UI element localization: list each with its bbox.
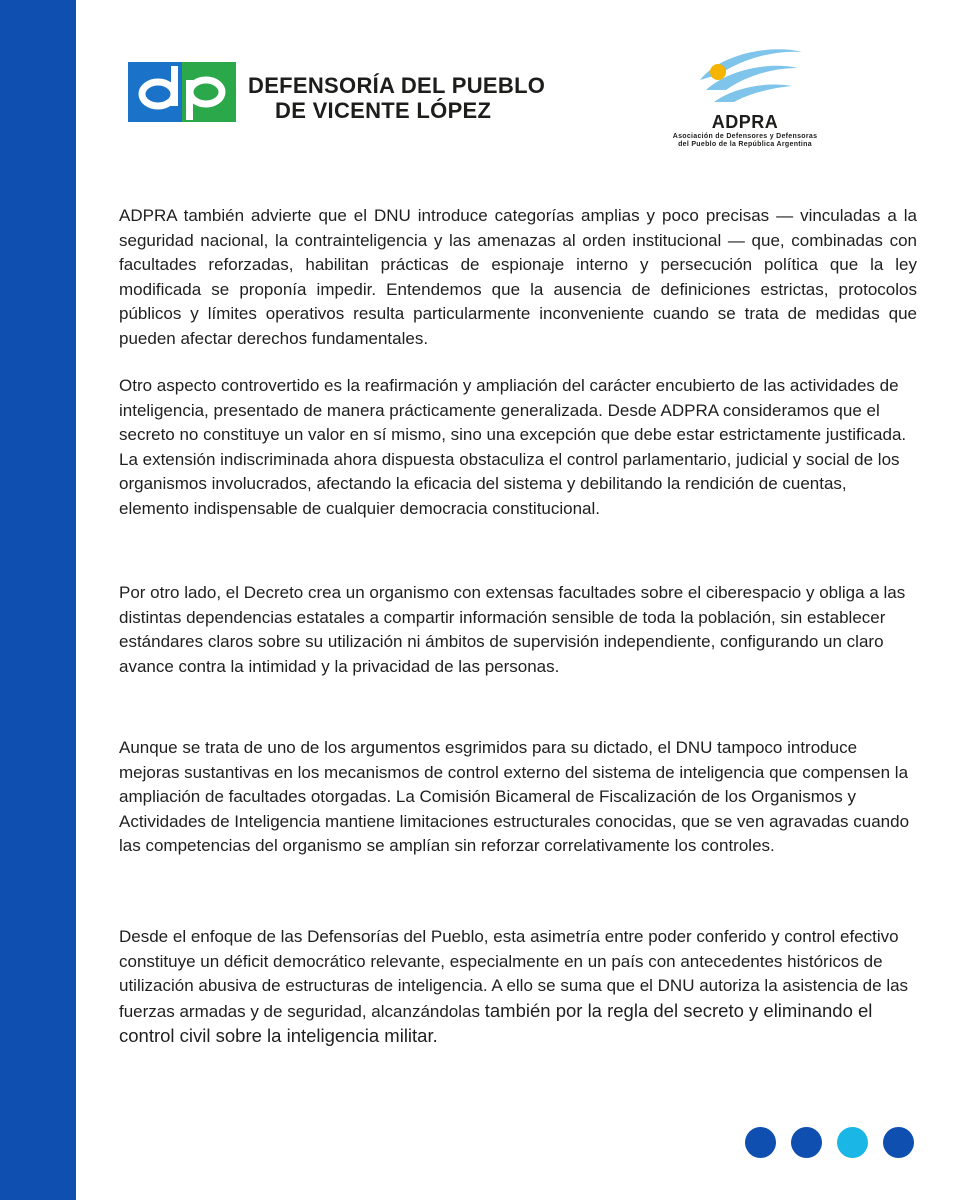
- paragraph-5-tail: también por la regla del secreto y eliminando el control civil sobre la inteligencia militar.: [119, 999, 873, 1046]
- dp-logo-mark: [128, 62, 236, 122]
- page-dot: [791, 1127, 822, 1158]
- defensoria-logo-text: [248, 73, 545, 123]
- page-dot: [837, 1127, 868, 1158]
- adpra-name: ADPRA: [711, 112, 779, 132]
- page-indicator: [745, 1127, 915, 1159]
- paragraph-5: [119, 925, 917, 1050]
- adpra-full-line1: Asociación de Defensores y Defensoras: [672, 133, 818, 140]
- paragraph-2: Otro aspecto controvertido es la reafirmación y ampliación del carácter encubierto de las actividades de inteligencia, presentado de manera prácticamente generalizada. Desde ADPRA consideramos que el secreto no constituye un valor en sí mismo, sino una excepción que debe estar estrictamente justificada. La extensión indiscriminada ahora dispuesta obstaculiza el control parlamentario, judicial y social de los organismos involucrados, afectando la eficacia del sistema y debilitando la rendición de cuentas, elemento indispensable de cualquier democracia constitucional.: [119, 376, 907, 518]
- adpra-logo-mark: [690, 44, 810, 114]
- page-dot: [883, 1127, 914, 1158]
- page-dot: [745, 1127, 776, 1158]
- defensoria-logo: [128, 62, 548, 124]
- adpra-logo: [650, 44, 840, 148]
- adpra-full-name: [650, 133, 840, 149]
- paragraph-5-main: Desde el enfoque de las Defensorías del Pueblo, esta asimetría entre poder conferido y control efectivo constituye un déficit democrático relevante, especialmente en un país con antecedentes históricos de utilización abusiva de estructuras de inteligencia. A ello se suma que el DNU autoriza la asistencia de las fuerzas armadas y de seguridad, alcanzándolas: [119, 927, 909, 1021]
- defensoria-logo-line1: DEFENSORÍA DEL PUEBLO: [248, 73, 546, 98]
- defensoria-logo-line2: DE VICENTE LÓPEZ: [275, 98, 492, 123]
- paragraph-1: ADPRA también advierte que el DNU introduce categorías amplias y poco precisas — vinculadas a la seguridad nacional, la contrainteligencia y las amenazas al orden institucional — que, combinadas con facultades reforzadas, habilitan prácticas de espionaje interno y persecución política que la ley modificada se proponía impedir. Entendemos que la ausencia de definiciones estrictas, protocolos públicos y límites operativos resulta particularmente inconveniente cuando se trata de medidas que pueden afectar derechos fundamentales.: [119, 206, 917, 348]
- paragraph-4: Aunque se trata de uno de los argumentos esgrimidos para su dictado, el DNU tampoco introduce mejoras sustantivas en los mecanismos de control externo del sistema de inteligencia que compensen la ampliación de facultades otorgadas. La Comisión Bicameral de Fiscalización de los Organismos y Actividades de Inteligencia mantiene limitaciones estructurales conocidas, que se ven agravadas cuando las competencias del organismo se amplían sin reforzar correlativamente los controles.: [119, 738, 910, 855]
- side-bar: [0, 0, 76, 1200]
- adpra-full-line2: del Pueblo de la República Argentina: [678, 141, 812, 148]
- paragraph-3: Por otro lado, el Decreto crea un organismo con extensas facultades sobre el ciberespacio y obliga a las distintas dependencias estatales a compartir información sensible de toda la población, sin establecer estándares claros sobre su utilización ni ámbitos de supervisión independiente, configurando un claro avance contra la intimidad y la privacidad de las personas.: [119, 583, 906, 676]
